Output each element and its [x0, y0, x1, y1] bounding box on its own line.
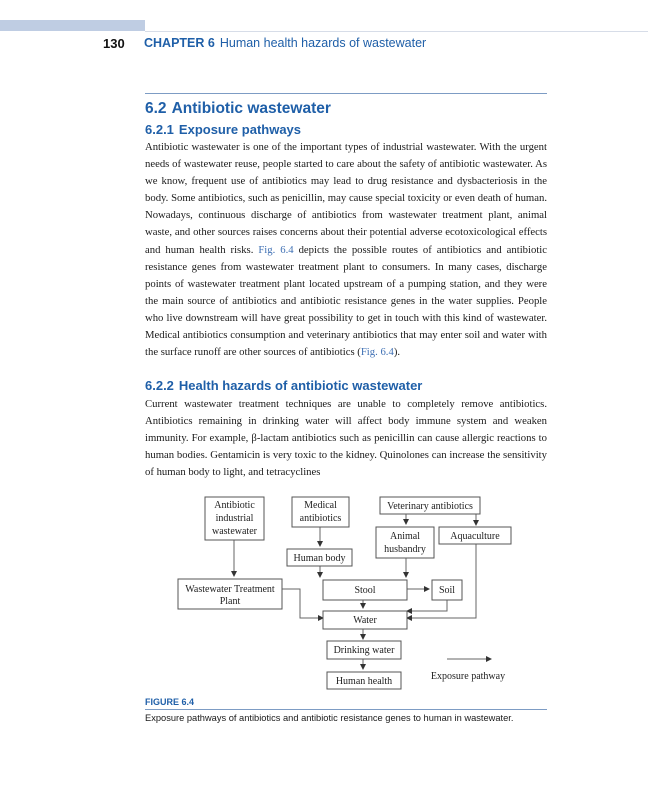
node-label: Drinking water	[333, 645, 395, 656]
node-label: Medical	[304, 500, 337, 511]
figure-rule	[145, 709, 547, 710]
figure-reference-link[interactable]: Fig. 6.4	[258, 243, 294, 256]
node-label: Human health	[335, 676, 393, 687]
chapter-title: Human health hazards of wastewater	[219, 36, 427, 50]
subsection-number: 6.2.2	[145, 378, 174, 393]
paragraph-text: depicts the possible routes of antibiotics and antibiotic resistance genes from wastewater treatment plant to consumers. In many cases, discharge points of wastewater treatment plant located upstream of a pumping station, and they were the main source of antibiotics and antibiotic resistance genes in the water supplies. People who live downstream will have great possibility to get in touch with this kind of wastewater. Medical antibiotics consumption and veterinary antibiotics that may enter soil and water with the surface runoff are other sources of antibiotics (	[145, 243, 548, 359]
node-label: wastewater	[212, 526, 257, 537]
figure-label: FIGURE 6.4	[145, 697, 195, 707]
node-label: Wastewater Treatment	[185, 584, 275, 595]
legend-label: Exposure pathway	[430, 671, 506, 682]
figure-reference-link[interactable]: Fig. 6.4	[360, 346, 394, 359]
subsection-title: Health hazards of antibiotic wastewater	[178, 378, 423, 393]
page-number: 130	[103, 36, 125, 51]
node-label: Antibiotic	[214, 500, 255, 511]
node-label: Stool	[354, 585, 376, 596]
node-label: Aquaculture	[450, 531, 500, 542]
node-label: Soil	[438, 585, 456, 596]
arrow-wwtp-to-water	[282, 589, 323, 618]
chapter-label: CHAPTER 6	[144, 36, 215, 50]
paragraph-text: ).	[393, 346, 401, 359]
node-label: Human body	[293, 553, 346, 564]
section-title: Antibiotic wastewater	[171, 100, 331, 117]
node-label: Plant	[219, 596, 241, 607]
section-number: 6.2	[145, 100, 167, 117]
subsection-number: 6.2.1	[145, 122, 174, 137]
node-label: husbandry	[384, 544, 426, 555]
health-paragraph: Current wastewater treatment techniques are unable to completely remove antibiotics. Antibiotics remaining in drinking water will affect body immune system and weaken immunity. For example, β-lactam antibiotics such as penicillin can cause allergic reactions to human bodies. Gentamicin is very toxic to the kidney. Quinolones can increase the sensitivity of human body to light, and tetracyclines	[145, 398, 547, 479]
figure-caption: Exposure pathways of antibiotics and antibiotic resistance genes to human in wastewater.	[145, 713, 514, 723]
node-label: industrial	[215, 513, 254, 524]
node-label: Water	[353, 615, 377, 626]
paragraph-text: Antibiotic wastewater is one of the important types of industrial wastewater. With the urgent needs of wastewater reuse, people started to care about the safety of antibiotic wastewater. As we know, frequent use of antibiotics may lead to drug resistance and dysbacteriosis in the body. Some antibiotics, such as penicillin, may cause special toxicity or even death of human. Nowadays, continuous discharge of antibiotics from wastewater treatment plant, animal waste, and other sources raises concerns about their potential adverse ecotoxicological effects and human health risks.	[145, 141, 547, 256]
arrow-soil-to-water	[407, 600, 447, 611]
node-label: Veterinary antibiotics	[387, 501, 473, 512]
subsection-title: Exposure pathways	[178, 122, 302, 137]
node-label: antibiotics	[299, 513, 342, 524]
node-label: Animal	[390, 531, 420, 542]
